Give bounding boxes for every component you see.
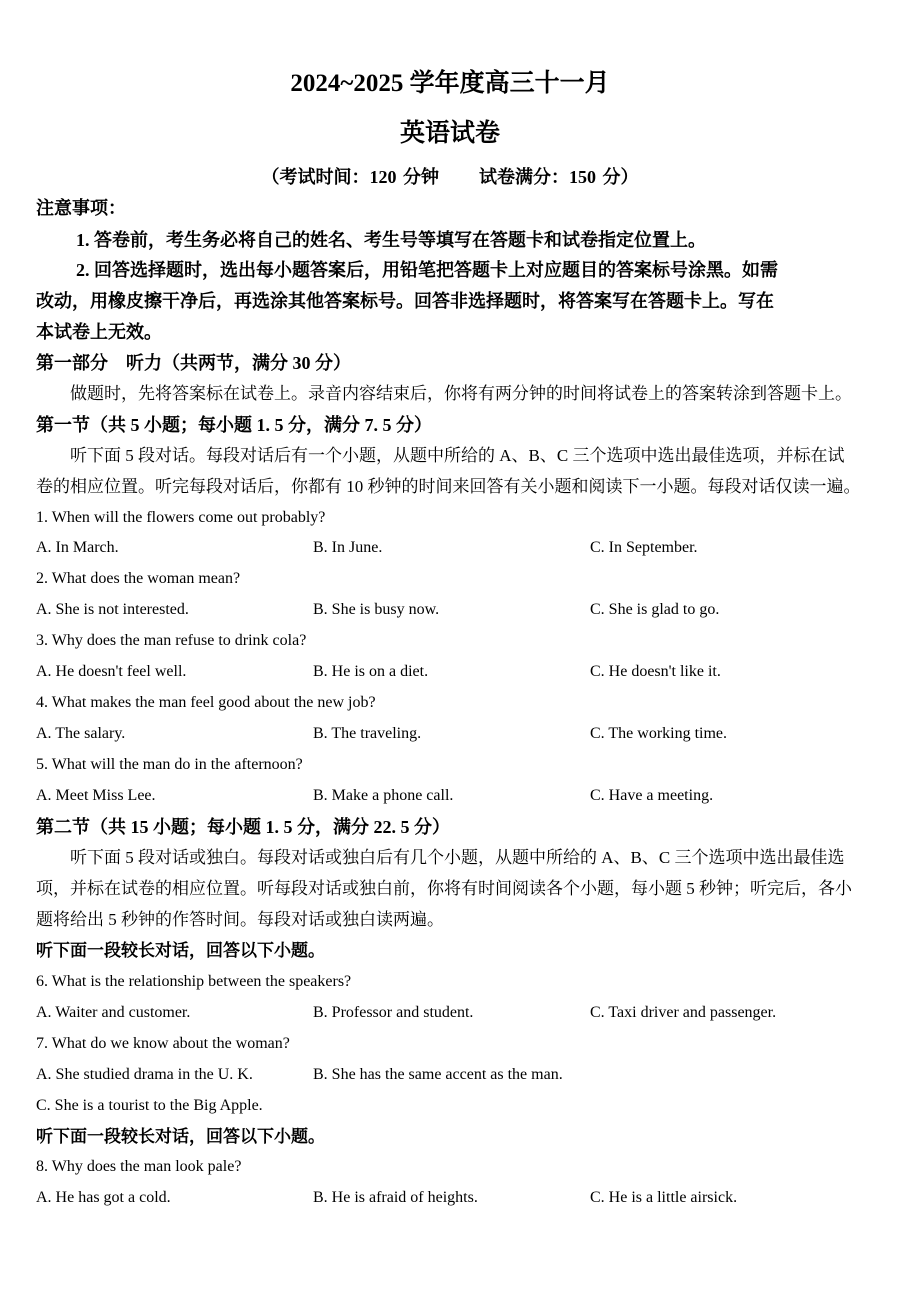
option-a: A. She studied drama in the U. K. — [36, 1066, 253, 1083]
notice-heading: 注意事项： — [36, 198, 126, 218]
option-a: A. He doesn't feel well. — [36, 663, 187, 680]
option-c: C. He is a little airsick. — [590, 1189, 738, 1206]
option-a: A. Waiter and customer. — [36, 1004, 191, 1021]
notice-item-line: 本试卷上无效。 — [36, 322, 162, 342]
exam-info — [0, 166, 900, 188]
option-b: B. Make a phone call. — [313, 787, 454, 804]
option-b: B. He is on a diet. — [313, 663, 429, 680]
option-b: B. Professor and student. — [313, 1004, 474, 1021]
question-3: 3. Why does the man refuse to drink cola? — [36, 632, 307, 649]
option-c: C. He doesn't like it. — [590, 663, 721, 680]
section-instruction: 听下面 5 段对话或独白。每段对话或独白后有几个小题，从题中所给的 A、B、C 三个选项中选出最佳选 — [70, 848, 845, 867]
full-score: 试卷满分：150 分） — [479, 167, 639, 187]
section-instruction: 卷的相应位置。听完每段对话后，你都有 10 秒钟的时间来回答有关小题和阅读下一小题。每段对话仅读一遍。 — [36, 477, 861, 496]
option-a: A. In March. — [36, 539, 119, 556]
option-a: A. He has got a cold. — [36, 1189, 171, 1206]
question-7: 7. What do we know about the woman? — [36, 1035, 290, 1052]
question-6: 6. What is the relationship between the speakers? — [36, 973, 352, 990]
option-c: C. She is a tourist to the Big Apple. — [36, 1097, 263, 1114]
section-heading: 第一节（共 5 小题；每小题 1. 5 分，满分 7. 5 分） — [36, 415, 432, 435]
option-b: B. He is afraid of heights. — [313, 1189, 478, 1206]
exam-time: （考试时间：120 分钟 — [261, 167, 439, 187]
option-b: B. She has the same accent as the man. — [313, 1066, 563, 1083]
option-c: C. She is glad to go. — [590, 601, 720, 618]
question-5: 5. What will the man do in the afternoon? — [36, 756, 303, 773]
option-c: C. The working time. — [590, 725, 728, 742]
sub-instruction: 听下面一段较长对话，回答以下小题。 — [36, 941, 325, 960]
option-b: B. The traveling. — [313, 725, 422, 742]
option-c: C. Taxi driver and passenger. — [590, 1004, 777, 1021]
option-c: C. In September. — [590, 539, 698, 556]
question-2: 2. What does the woman mean? — [36, 570, 241, 587]
part-instruction: 做题时，先将答案标在试卷上。录音内容结束后，你将有两分钟的时间将试卷上的答案转涂到答题卡上。 — [70, 384, 852, 403]
option-c: C. Have a meeting. — [590, 787, 714, 804]
section-instruction: 题将给出 5 秒钟的作答时间。每段对话或独白读两遍。 — [36, 910, 444, 929]
section-instruction: 项，并标在试卷的相应位置。听每段对话或独白前，你将有时间阅读各个小题，每小题 5 秒钟；听完后，各小 — [36, 879, 852, 898]
notice-item-line: 改动，用橡皮擦干净后，再选涂其他答案标号。回答非选择题时，将答案写在答题卡上。写在 — [36, 291, 774, 311]
option-b: B. She is busy now. — [313, 601, 440, 618]
exam-subject: 英语试卷 — [399, 120, 500, 147]
sub-instruction: 听下面一段较长对话，回答以下小题。 — [36, 1127, 325, 1146]
question-8: 8. Why does the man look pale? — [36, 1158, 242, 1175]
notice-item: 2. 回答选择题时，选出每小题答案后，用铅笔把答题卡上对应题目的答案标号涂黑。如需 — [76, 260, 778, 280]
option-a: A. She is not interested. — [36, 601, 189, 618]
part-heading: 第一部分 听力（共两节，满分 30 分） — [36, 353, 351, 373]
section-heading: 第二节（共 15 小题；每小题 1. 5 分，满分 22. 5 分） — [36, 817, 450, 837]
question-1: 1. When will the flowers come out probably? — [36, 509, 326, 526]
section-instruction: 听下面 5 段对话。每段对话后有一个小题，从题中所给的 A、B、C 三个选项中选出最佳选项，并标在试 — [70, 446, 845, 465]
option-b: B. In June. — [313, 539, 383, 556]
exam-title: 2024~2025 学年度高三十一月 — [290, 70, 610, 97]
notice-item: 1. 答卷前，考生务必将自己的姓名、考生号等填写在答题卡和试卷指定位置上。 — [76, 230, 706, 250]
option-a: A. The salary. — [36, 725, 126, 742]
question-4: 4. What makes the man feel good about the new job? — [36, 694, 376, 711]
option-a: A. Meet Miss Lee. — [36, 787, 156, 804]
